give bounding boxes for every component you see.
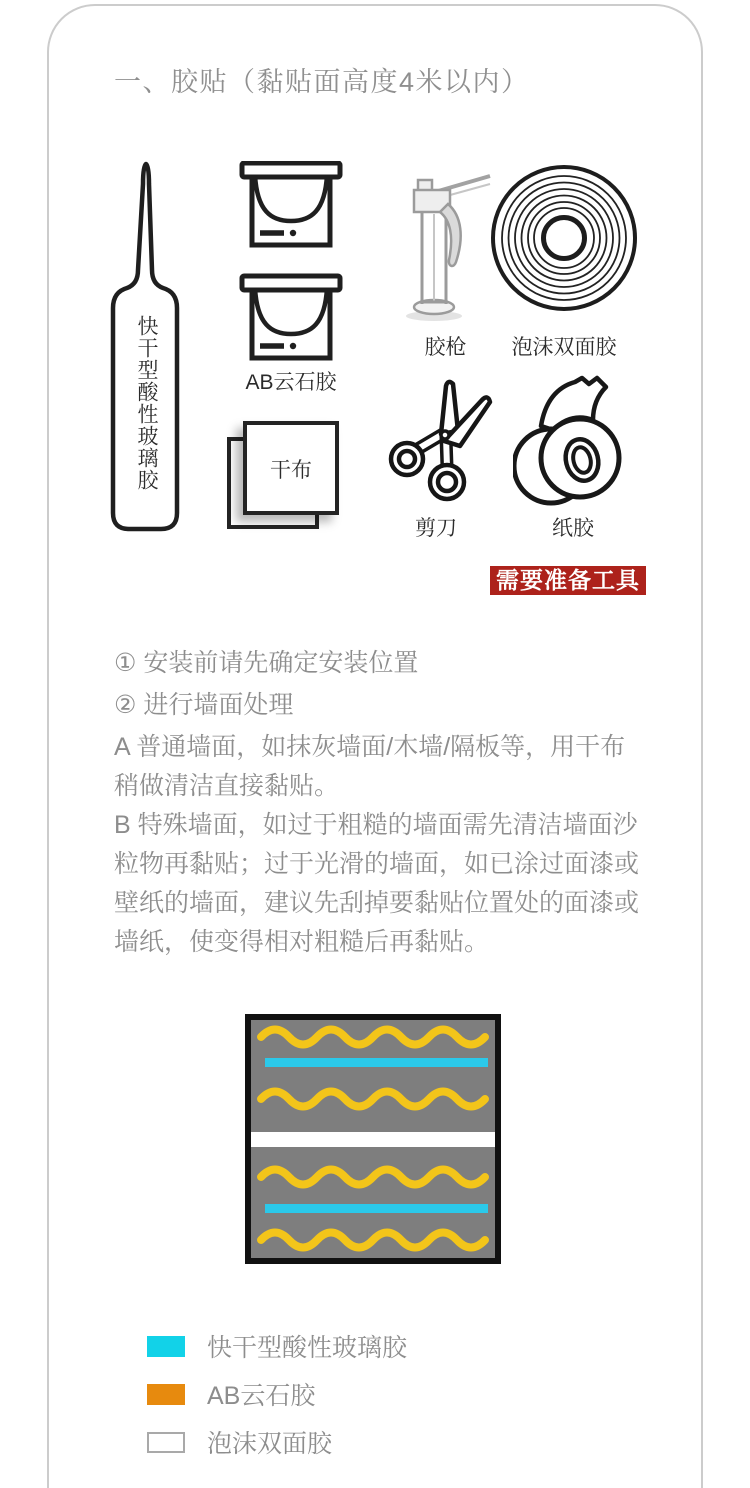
glass-glue-line xyxy=(265,1058,488,1067)
tool-label-paper-tape: 纸胶 xyxy=(552,517,594,540)
legend-row xyxy=(147,1430,407,1458)
ab-marble-glue-icon xyxy=(238,161,344,363)
ab-glue-wave xyxy=(261,1233,485,1248)
wall-diagram-pattern xyxy=(251,1020,495,1258)
wall-diagram xyxy=(245,1014,501,1264)
step-1: ① 安装前请先确定安装位置 xyxy=(114,649,419,677)
paper-tape-icon xyxy=(513,374,633,512)
glass-glue-swatch xyxy=(147,1336,185,1357)
tool-label-ab-glue: AB云石胶 xyxy=(245,371,337,394)
glass-glue-line xyxy=(265,1204,488,1213)
legend-label: AB云石胶 xyxy=(207,1382,316,1410)
section-title: 一、胶贴（黏贴面高度4米以内） xyxy=(114,67,530,97)
legend-label: 泡沫双面胶 xyxy=(207,1430,333,1458)
glue-gun-icon xyxy=(398,164,493,324)
glue-bucket-top xyxy=(242,163,340,245)
tool-label-scissors: 剪刀 xyxy=(415,517,457,540)
ab-glue-wave xyxy=(261,1030,485,1045)
foam-tape-swatch xyxy=(147,1432,185,1453)
scissors-icon xyxy=(383,377,508,509)
foam-tape-strip xyxy=(251,1132,495,1147)
ab-glue-wave xyxy=(261,1092,485,1107)
tool-label-foam-tape: 泡沫双面胶 xyxy=(511,336,617,359)
legend-row xyxy=(147,1382,407,1410)
legend-label: 快干型酸性玻璃胶 xyxy=(207,1334,408,1362)
step-a: A 普通墙面，如抹灰墙面/木墙/隔板等，用干布稍做清洁直接黏贴。 xyxy=(114,733,626,800)
tool-label-dry-cloth: 干布 xyxy=(270,459,312,482)
foam-tape-icon xyxy=(488,162,640,314)
tool-label-glue-gun: 胶枪 xyxy=(424,336,467,359)
tools-needed-banner: 需要准备工具 xyxy=(490,566,646,595)
step-b: B 特殊墙面，如过于粗糙的墙面需先清洁墙面沙粒物再黏贴；过于光滑的墙面，如已涂过面漆或壁纸的墙面，建议先刮掉要黏贴位置处的面漆或墙纸，使变得相对粗糙后再黏贴。 xyxy=(114,811,640,956)
glue-bucket-bottom xyxy=(242,276,340,358)
step-2: ② 进行墙面处理 xyxy=(114,691,294,719)
legend xyxy=(147,1335,407,1479)
tool-label-glass-glue: 快干型酸性玻璃胶 xyxy=(135,315,158,491)
instruction-steps xyxy=(114,644,650,962)
ab-glue-wave xyxy=(261,1170,485,1185)
ab-glue-swatch xyxy=(147,1384,185,1405)
legend-row xyxy=(147,1334,408,1362)
